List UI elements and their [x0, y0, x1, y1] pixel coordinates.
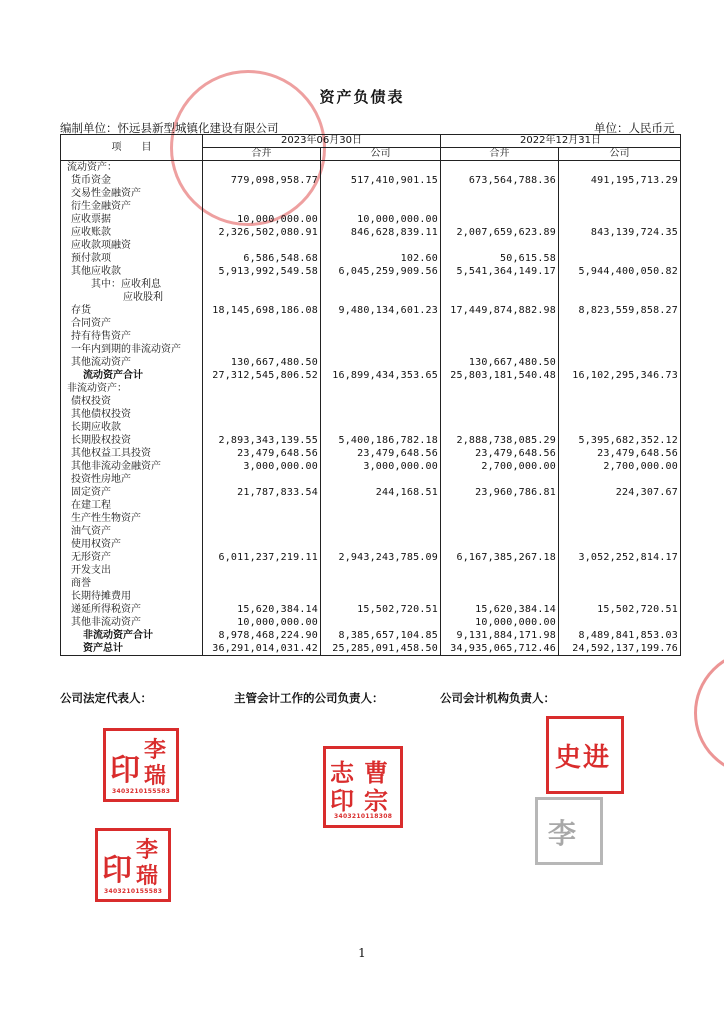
- value-consolidated-2023: 18,145,698,186.08: [203, 304, 321, 317]
- value-consolidated-2022: 10,000,000.00: [441, 616, 559, 629]
- value-consolidated-2023: 8,978,468,224.90: [203, 629, 321, 642]
- table-row: [61, 590, 681, 603]
- value-consolidated-2022: 15,620,384.14: [441, 603, 559, 616]
- value-company-2023: [321, 356, 441, 369]
- table-row: [61, 265, 681, 278]
- row-label: 非流动资产：: [61, 382, 203, 395]
- value-company-2022: [559, 252, 681, 265]
- balance-sheet-table: [60, 134, 681, 656]
- table-row: [61, 603, 681, 616]
- value-consolidated-2022: [441, 525, 559, 538]
- value-company-2023: 8,385,657,104.85: [321, 629, 441, 642]
- accounting-head-label: 主管会计工作的公司负责人：: [234, 691, 384, 705]
- row-label: 投资性房地产: [61, 473, 203, 486]
- value-consolidated-2022: [441, 538, 559, 551]
- seal-code: 3403210118308: [334, 813, 393, 820]
- row-label: 其中：应收利息: [61, 278, 203, 291]
- value-company-2023: 517,410,901.15: [321, 174, 441, 187]
- value-consolidated-2023: [203, 577, 321, 590]
- value-company-2023: [321, 187, 441, 200]
- table-row: [61, 629, 681, 642]
- value-company-2022: [559, 161, 681, 175]
- seal-yin: 印: [102, 853, 132, 888]
- value-company-2023: 846,628,839.11: [321, 226, 441, 239]
- company-round-seal-edge: [694, 650, 724, 776]
- header-consolidated-2022: 合并: [441, 148, 559, 161]
- row-label: 应收票据: [61, 213, 203, 226]
- value-consolidated-2022: 2,700,000.00: [441, 460, 559, 473]
- row-label: 长期股权投资: [61, 434, 203, 447]
- value-company-2023: [321, 239, 441, 252]
- seal-yin: 印: [110, 753, 140, 788]
- header-company-2023: 公司: [321, 148, 441, 161]
- value-consolidated-2022: 2,007,659,623.89: [441, 226, 559, 239]
- value-company-2022: [559, 382, 681, 395]
- value-consolidated-2022: [441, 317, 559, 330]
- value-company-2023: [321, 161, 441, 175]
- value-consolidated-2022: 23,960,786.81: [441, 486, 559, 499]
- value-company-2023: [321, 382, 441, 395]
- table-row: [61, 252, 681, 265]
- value-consolidated-2022: 130,667,480.50: [441, 356, 559, 369]
- seal-char-bl: 印: [330, 786, 354, 815]
- table-row: [61, 330, 681, 343]
- value-company-2023: 5,400,186,782.18: [321, 434, 441, 447]
- row-label: 其他非流动资产: [61, 616, 203, 629]
- value-company-2022: [559, 213, 681, 226]
- compiling-unit-name: 怀远县新型城镇化建设有限公司: [117, 121, 279, 135]
- seal-name-top: 李: [136, 837, 159, 863]
- legal-representative-label: 公司法定代表人：: [60, 691, 152, 705]
- row-label: 开发支出: [61, 564, 203, 577]
- table-row: [61, 226, 681, 239]
- value-consolidated-2022: [441, 200, 559, 213]
- li-rui-seal-2: [95, 828, 171, 902]
- value-consolidated-2022: [441, 499, 559, 512]
- seal-code: 3403210155583: [112, 788, 171, 795]
- value-consolidated-2022: [441, 395, 559, 408]
- table-row: [61, 161, 681, 175]
- table-row: [61, 278, 681, 291]
- value-company-2022: [559, 278, 681, 291]
- value-company-2023: [321, 512, 441, 525]
- table-row: [61, 538, 681, 551]
- value-company-2023: [321, 577, 441, 590]
- table-row: [61, 200, 681, 213]
- row-label: 递延所得税资产: [61, 603, 203, 616]
- seal-name-bottom: 瑞: [136, 863, 159, 889]
- value-consolidated-2023: 10,000,000.00: [203, 213, 321, 226]
- shi-jin-seal: [546, 716, 624, 794]
- value-company-2023: [321, 343, 441, 356]
- value-company-2023: 6,045,259,909.56: [321, 265, 441, 278]
- table-row: [61, 577, 681, 590]
- value-company-2022: [559, 330, 681, 343]
- row-label: 资产总计: [61, 642, 203, 656]
- value-consolidated-2022: 23,479,648.56: [441, 447, 559, 460]
- seal-char-tl: 志: [330, 758, 354, 787]
- value-consolidated-2023: [203, 343, 321, 356]
- value-company-2023: 244,168.51: [321, 486, 441, 499]
- value-consolidated-2022: 5,541,364,149.17: [441, 265, 559, 278]
- value-consolidated-2023: 10,000,000.00: [203, 616, 321, 629]
- value-company-2023: 25,285,091,458.50: [321, 642, 441, 656]
- faint-li-seal: [535, 797, 603, 865]
- value-consolidated-2023: 5,913,992,549.58: [203, 265, 321, 278]
- table-row: [61, 408, 681, 421]
- value-company-2022: [559, 408, 681, 421]
- value-company-2023: 2,943,243,785.09: [321, 551, 441, 564]
- value-consolidated-2023: 130,667,480.50: [203, 356, 321, 369]
- value-company-2022: 24,592,137,199.76: [559, 642, 681, 656]
- value-company-2022: 8,489,841,853.03: [559, 629, 681, 642]
- value-consolidated-2022: [441, 421, 559, 434]
- table-row: [61, 564, 681, 577]
- row-label: 持有待售资产: [61, 330, 203, 343]
- value-company-2022: 15,502,720.51: [559, 603, 681, 616]
- table-row: [61, 473, 681, 486]
- table-row: [61, 317, 681, 330]
- value-company-2022: [559, 590, 681, 603]
- row-label: 长期待摊费用: [61, 590, 203, 603]
- value-company-2023: [321, 330, 441, 343]
- row-label: 生产性生物资产: [61, 512, 203, 525]
- value-company-2023: [321, 421, 441, 434]
- seal-name-top: 李: [144, 737, 167, 763]
- value-company-2023: 16,899,434,353.65: [321, 369, 441, 382]
- table-row: [61, 447, 681, 460]
- value-consolidated-2023: [203, 187, 321, 200]
- table-row: [61, 343, 681, 356]
- value-company-2023: 23,479,648.56: [321, 447, 441, 460]
- value-consolidated-2023: [203, 239, 321, 252]
- value-company-2022: [559, 239, 681, 252]
- page-title: 资产负债表: [319, 88, 405, 106]
- row-label: 应收股利: [61, 291, 203, 304]
- value-company-2022: [559, 395, 681, 408]
- value-consolidated-2022: 2,888,738,085.29: [441, 434, 559, 447]
- value-company-2022: [559, 356, 681, 369]
- value-consolidated-2022: [441, 512, 559, 525]
- value-consolidated-2023: 23,479,648.56: [203, 447, 321, 460]
- row-label: 油气资产: [61, 525, 203, 538]
- value-company-2022: 23,479,648.56: [559, 447, 681, 460]
- row-label: 其他应收款: [61, 265, 203, 278]
- li-rui-seal-1: [103, 728, 179, 802]
- seal-name-bottom: 瑞: [144, 763, 167, 789]
- value-consolidated-2022: [441, 291, 559, 304]
- value-company-2022: [559, 343, 681, 356]
- header-company-2022: 公司: [559, 148, 681, 161]
- value-company-2022: [559, 317, 681, 330]
- value-company-2022: [559, 564, 681, 577]
- table-row: [61, 460, 681, 473]
- table-row: [61, 213, 681, 226]
- value-consolidated-2023: 3,000,000.00: [203, 460, 321, 473]
- value-company-2023: [321, 616, 441, 629]
- value-company-2023: [321, 395, 441, 408]
- value-consolidated-2023: [203, 421, 321, 434]
- value-consolidated-2023: [203, 382, 321, 395]
- row-label: 预付款项: [61, 252, 203, 265]
- table-row: [61, 174, 681, 187]
- value-company-2022: 491,195,713.29: [559, 174, 681, 187]
- value-company-2023: [321, 200, 441, 213]
- value-company-2023: [321, 291, 441, 304]
- table-row: [61, 551, 681, 564]
- row-label: 非流动资产合计: [61, 629, 203, 642]
- value-company-2022: 3,052,252,814.17: [559, 551, 681, 564]
- header-item: 项 目: [61, 135, 203, 161]
- header-period-2022: 2022年12月31日: [441, 135, 681, 148]
- value-consolidated-2023: [203, 330, 321, 343]
- value-consolidated-2022: [441, 590, 559, 603]
- value-consolidated-2022: [441, 408, 559, 421]
- table-row: [61, 642, 681, 656]
- value-company-2023: [321, 499, 441, 512]
- row-label: 使用权资产: [61, 538, 203, 551]
- value-company-2023: 10,000,000.00: [321, 213, 441, 226]
- table-row: [61, 486, 681, 499]
- value-consolidated-2022: 50,615.58: [441, 252, 559, 265]
- value-consolidated-2023: [203, 538, 321, 551]
- value-consolidated-2022: 673,564,788.36: [441, 174, 559, 187]
- value-company-2022: [559, 616, 681, 629]
- table-row: [61, 434, 681, 447]
- value-consolidated-2023: [203, 473, 321, 486]
- seal-text: 史进: [555, 743, 612, 773]
- row-label: 合同资产: [61, 317, 203, 330]
- row-label: 流动资产合计: [61, 369, 203, 382]
- seal-text: 李: [548, 817, 577, 850]
- value-company-2023: 3,000,000.00: [321, 460, 441, 473]
- value-consolidated-2022: [441, 239, 559, 252]
- row-label: 无形资产: [61, 551, 203, 564]
- value-company-2023: [321, 525, 441, 538]
- header-consolidated-2023: 合并: [203, 148, 321, 161]
- row-label: 衍生金融资产: [61, 200, 203, 213]
- value-consolidated-2023: [203, 317, 321, 330]
- value-company-2022: [559, 538, 681, 551]
- row-label: 流动资产：: [61, 161, 203, 175]
- row-label: 货币资金: [61, 174, 203, 187]
- value-consolidated-2023: 2,326,502,080.91: [203, 226, 321, 239]
- row-label: 应收款项融资: [61, 239, 203, 252]
- table-row: [61, 356, 681, 369]
- value-company-2022: [559, 473, 681, 486]
- value-company-2023: 102.60: [321, 252, 441, 265]
- table-row: [61, 239, 681, 252]
- table-row: [61, 616, 681, 629]
- value-consolidated-2022: [441, 343, 559, 356]
- row-label: 一年内到期的非流动资产: [61, 343, 203, 356]
- row-label: 其他权益工具投资: [61, 447, 203, 460]
- value-consolidated-2023: [203, 161, 321, 175]
- value-consolidated-2022: 9,131,884,171.98: [441, 629, 559, 642]
- value-company-2023: 9,480,134,601.23: [321, 304, 441, 317]
- value-company-2022: 16,102,295,346.73: [559, 369, 681, 382]
- value-consolidated-2023: 15,620,384.14: [203, 603, 321, 616]
- seal-char-tr: 曹: [364, 758, 388, 787]
- value-consolidated-2022: [441, 187, 559, 200]
- value-company-2023: [321, 278, 441, 291]
- value-consolidated-2023: [203, 564, 321, 577]
- currency-unit: 单位：人民币元: [594, 121, 675, 135]
- value-company-2022: 224,307.67: [559, 486, 681, 499]
- row-label: 固定资产: [61, 486, 203, 499]
- value-consolidated-2023: [203, 278, 321, 291]
- row-label: 在建工程: [61, 499, 203, 512]
- value-company-2022: 5,395,682,352.12: [559, 434, 681, 447]
- value-consolidated-2022: 25,803,181,540.48: [441, 369, 559, 382]
- row-label: 交易性金融资产: [61, 187, 203, 200]
- page-number: 1: [358, 946, 366, 960]
- value-company-2022: [559, 200, 681, 213]
- value-company-2022: 843,139,724.35: [559, 226, 681, 239]
- value-consolidated-2023: 6,586,548.68: [203, 252, 321, 265]
- table-row: [61, 499, 681, 512]
- row-label: 存货: [61, 304, 203, 317]
- table-row: [61, 304, 681, 317]
- table-row: [61, 512, 681, 525]
- row-label: 其他流动资产: [61, 356, 203, 369]
- value-consolidated-2022: [441, 213, 559, 226]
- value-company-2022: 8,823,559,858.27: [559, 304, 681, 317]
- table-row: [61, 382, 681, 395]
- value-consolidated-2023: 36,291,014,031.42: [203, 642, 321, 656]
- value-company-2023: [321, 538, 441, 551]
- row-label: 商誉: [61, 577, 203, 590]
- value-company-2023: 15,502,720.51: [321, 603, 441, 616]
- table-row: [61, 369, 681, 382]
- value-consolidated-2023: [203, 200, 321, 213]
- value-consolidated-2023: 2,893,343,139.55: [203, 434, 321, 447]
- value-company-2022: 5,944,400,050.82: [559, 265, 681, 278]
- value-company-2023: [321, 317, 441, 330]
- compiling-unit-prefix: 编制单位：: [60, 121, 118, 135]
- value-consolidated-2022: [441, 278, 559, 291]
- value-consolidated-2023: [203, 525, 321, 538]
- table-row: [61, 421, 681, 434]
- value-consolidated-2023: [203, 590, 321, 603]
- value-consolidated-2022: 17,449,874,882.98: [441, 304, 559, 317]
- value-consolidated-2023: 6,011,237,219.11: [203, 551, 321, 564]
- accounting-dept-head-label: 公司会计机构负责人：: [440, 691, 555, 705]
- value-consolidated-2023: [203, 395, 321, 408]
- value-consolidated-2023: 21,787,833.54: [203, 486, 321, 499]
- value-company-2022: [559, 512, 681, 525]
- table-row: [61, 525, 681, 538]
- value-consolidated-2022: [441, 330, 559, 343]
- row-label: 其他债权投资: [61, 408, 203, 421]
- value-consolidated-2022: [441, 382, 559, 395]
- table-row: [61, 291, 681, 304]
- cao-zong-seal: [323, 746, 403, 828]
- value-consolidated-2023: [203, 499, 321, 512]
- seal-code: 3403210155583: [104, 888, 163, 895]
- value-consolidated-2022: 6,167,385,267.18: [441, 551, 559, 564]
- value-company-2023: [321, 473, 441, 486]
- value-consolidated-2023: [203, 408, 321, 421]
- table-row: [61, 187, 681, 200]
- seal-char-br: 宗: [364, 786, 388, 815]
- value-consolidated-2023: 779,098,958.77: [203, 174, 321, 187]
- value-company-2022: [559, 187, 681, 200]
- value-consolidated-2023: 27,312,545,806.52: [203, 369, 321, 382]
- table-row: [61, 395, 681, 408]
- value-consolidated-2022: [441, 161, 559, 175]
- value-company-2022: 2,700,000.00: [559, 460, 681, 473]
- value-company-2023: [321, 590, 441, 603]
- value-consolidated-2023: [203, 291, 321, 304]
- value-company-2022: [559, 291, 681, 304]
- value-consolidated-2022: 34,935,065,712.46: [441, 642, 559, 656]
- header-row-periods: [61, 135, 681, 148]
- row-label: 债权投资: [61, 395, 203, 408]
- value-consolidated-2022: [441, 564, 559, 577]
- value-company-2023: [321, 408, 441, 421]
- header-period-2023: 2023年06月30日: [203, 135, 441, 148]
- value-company-2022: [559, 499, 681, 512]
- value-consolidated-2022: [441, 577, 559, 590]
- row-label: 长期应收款: [61, 421, 203, 434]
- value-consolidated-2023: [203, 512, 321, 525]
- value-company-2022: [559, 421, 681, 434]
- value-company-2022: [559, 577, 681, 590]
- row-label: 其他非流动金融资产: [61, 460, 203, 473]
- row-label: 应收账款: [61, 226, 203, 239]
- value-company-2022: [559, 525, 681, 538]
- value-consolidated-2022: [441, 473, 559, 486]
- value-company-2023: [321, 564, 441, 577]
